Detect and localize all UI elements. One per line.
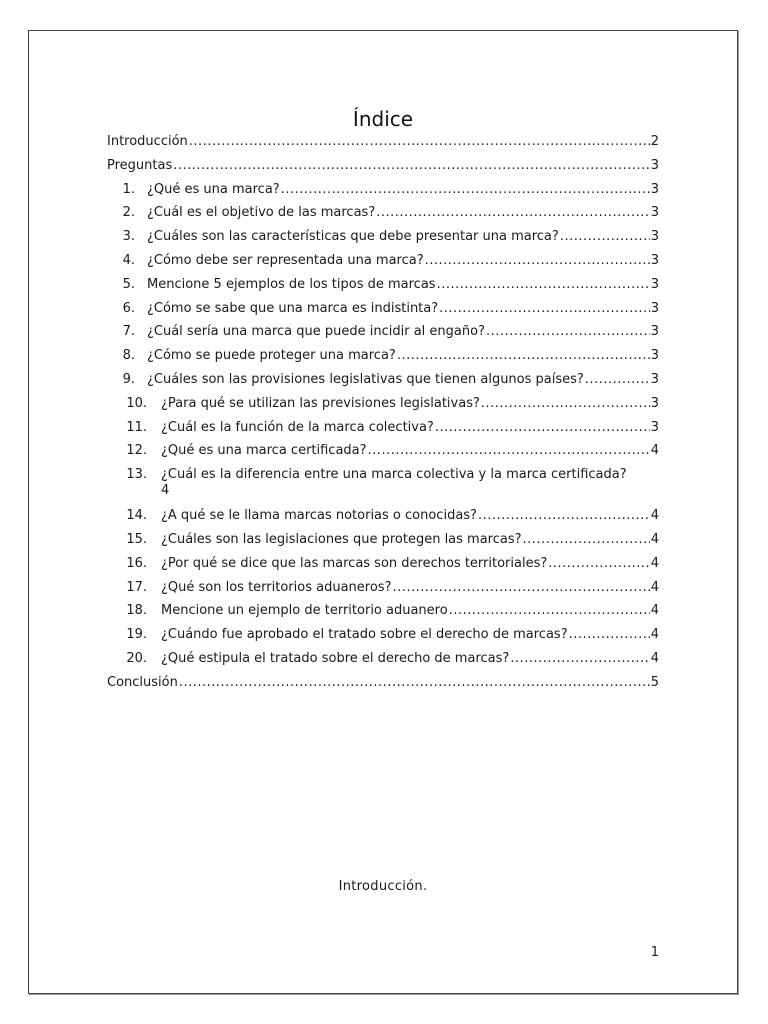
toc-entry-page: 3 (650, 205, 659, 221)
toc-entry-text: ¿Cuál sería una marca que puede incidir al engaño? (147, 324, 485, 340)
toc-entry-number: 8. (122, 348, 135, 364)
toc-dot-leader (481, 396, 650, 412)
toc-dot-leader (397, 348, 650, 364)
toc-dot-leader (585, 372, 650, 388)
toc-entry-text: ¿Cómo se sabe que una marca es indistinta? (147, 300, 439, 316)
toc-entry-page: 4 (650, 603, 659, 619)
toc-entry[interactable] (107, 556, 659, 580)
toc-dot-leader (560, 229, 650, 245)
page-title: Índice (352, 107, 414, 131)
toc-entry-number: 15. (126, 531, 147, 547)
toc-entry-text: ¿Para qué se utilizan las previsiones legislativas? (161, 395, 480, 411)
toc-entry[interactable] (107, 532, 659, 556)
toc-dot-leader (173, 158, 649, 174)
toc-entry-text: Introducción (107, 134, 188, 149)
toc-entry-text: Mencione 5 ejemplos de los tipos de marcas (147, 276, 436, 292)
toc-entry[interactable] (107, 627, 659, 651)
toc-entry-page: 4 (161, 483, 170, 499)
toc-entry-page: 3 (650, 371, 659, 387)
toc-entry-text: ¿Cómo se puede proteger una marca? (147, 348, 396, 364)
toc-entry-text: ¿Qué es una marca? (147, 181, 280, 197)
toc-entry[interactable] (107, 348, 659, 372)
toc-entry[interactable] (107, 205, 659, 229)
toc-entry-number: 5. (122, 276, 135, 292)
toc-entry-text: ¿A qué se le llama marcas notorias o conocidas? (161, 508, 477, 524)
toc-entry[interactable] (107, 580, 659, 604)
toc-dot-leader (569, 627, 650, 643)
toc-dot-leader (392, 580, 649, 596)
toc-entry-number: 1. (122, 181, 135, 197)
toc-entry-number: 10. (126, 395, 147, 411)
toc-entry[interactable] (107, 277, 659, 301)
toc-entry-number: 11. (126, 419, 147, 435)
toc-dot-leader (439, 301, 650, 317)
toc-entry[interactable] (107, 301, 659, 325)
toc-entry-page: 2 (650, 134, 659, 149)
page-number: 1 (650, 945, 659, 960)
toc-entry[interactable] (107, 651, 659, 675)
toc-entry-page: 4 (650, 531, 659, 547)
toc-dot-leader (189, 134, 650, 150)
toc-entry-page: 4 (650, 627, 659, 643)
toc-entry[interactable] (107, 396, 659, 420)
toc-entry-page: 3 (650, 181, 659, 197)
toc-entry[interactable] (107, 134, 659, 158)
toc-entry-number: 7. (122, 324, 135, 340)
toc-entry[interactable] (107, 675, 659, 699)
toc-entry-number: 3. (122, 229, 135, 245)
toc-entry-text: ¿Cómo debe ser representada una marca? (147, 252, 424, 268)
toc-entry-page: 4 (650, 650, 659, 666)
toc-entry-page: 3 (650, 252, 659, 268)
toc-entry-number: 2. (122, 205, 135, 221)
toc-dot-leader (523, 532, 650, 548)
table-of-contents (107, 134, 659, 699)
toc-entry[interactable] (107, 420, 659, 444)
toc-entry-number: 20. (126, 650, 147, 666)
toc-dot-leader (425, 253, 650, 269)
toc-entry-page: 3 (650, 276, 659, 292)
toc-entry-text: Preguntas (107, 157, 173, 173)
toc-entry-page: 4 (650, 508, 659, 524)
toc-entry[interactable] (107, 324, 659, 348)
toc-dot-leader (486, 324, 650, 340)
toc-entry-text: Conclusión (107, 674, 178, 690)
document-page (28, 30, 738, 994)
toc-entry[interactable] (107, 372, 659, 396)
toc-entry-text: ¿Qué son los territorios aduaneros? (161, 579, 392, 595)
toc-entry-number: 9. (122, 371, 135, 387)
toc-dot-leader (179, 675, 650, 691)
toc-entry-page: 4 (650, 579, 659, 595)
toc-entry-number: 16. (126, 555, 147, 571)
toc-entry-wrapped (161, 467, 659, 508)
toc-entry-text: ¿Cuáles son las provisiones legislativas que tienen algunos países? (147, 371, 584, 387)
toc-entry-text: ¿Cuáles son las características que debe presentar una marca? (147, 229, 559, 245)
toc-dot-leader (376, 205, 650, 221)
toc-entry-page: 3 (650, 419, 659, 435)
toc-dot-leader (435, 420, 650, 436)
toc-entry-page: 3 (650, 348, 659, 364)
toc-entry-page: 3 (650, 229, 659, 245)
toc-entry[interactable] (107, 253, 659, 277)
toc-entry[interactable] (107, 229, 659, 253)
toc-entry-number: 4. (122, 252, 135, 268)
toc-entry-page: 3 (650, 300, 659, 316)
toc-dot-leader (281, 182, 650, 198)
toc-entry[interactable] (107, 443, 659, 467)
toc-entry-number: 19. (126, 627, 147, 643)
toc-entry-text: ¿Cuáles son las legislaciones que protegen las marcas? (161, 531, 522, 547)
toc-entry-text: ¿Cuándo fue aprobado el tratado sobre el derecho de marcas? (161, 627, 568, 643)
toc-entry[interactable] (107, 467, 659, 508)
toc-entry-page: 4 (650, 443, 659, 459)
toc-entry-text: ¿Cuál es la diferencia entre una marca colectiva y la marca certificada? (161, 467, 627, 483)
toc-entry[interactable] (107, 603, 659, 627)
toc-entry-page: 3 (650, 324, 659, 340)
toc-dot-leader (510, 651, 649, 667)
toc-entry-page: 5 (650, 674, 659, 690)
toc-entry-text: ¿Cuál es la función de la marca colectiva? (161, 419, 434, 435)
toc-entry-number: 14. (126, 508, 147, 524)
toc-entry-number: 18. (126, 603, 147, 619)
toc-entry-text: ¿Qué estipula el tratado sobre el derecho de marcas? (161, 650, 510, 666)
toc-entry-number: 17. (126, 579, 147, 595)
toc-dot-leader (478, 508, 650, 524)
toc-entry-text: ¿Qué es una marca certificada? (161, 443, 367, 459)
toc-entry-text: ¿Por qué se dice que las marcas son derechos territoriales? (161, 555, 548, 571)
toc-entry-page: 3 (650, 157, 659, 173)
toc-entry[interactable] (107, 182, 659, 206)
toc-entry-text: Mencione un ejemplo de territorio aduanero (161, 603, 448, 619)
toc-entry[interactable] (107, 508, 659, 532)
toc-entry-number: 12. (126, 443, 147, 459)
toc-dot-leader (368, 443, 650, 459)
section-heading-introduccion: Introducción. (338, 879, 428, 894)
toc-dot-leader (548, 556, 649, 572)
toc-entry-text: ¿Cuál es el objetivo de las marcas? (147, 205, 376, 221)
toc-entry-page: 4 (650, 555, 659, 571)
toc-dot-leader (437, 277, 650, 293)
toc-entry[interactable] (107, 158, 659, 182)
toc-dot-leader (449, 603, 650, 619)
toc-entry-number: 13. (126, 467, 147, 483)
toc-entry-number: 6. (122, 300, 135, 316)
toc-entry-page: 3 (650, 395, 659, 411)
